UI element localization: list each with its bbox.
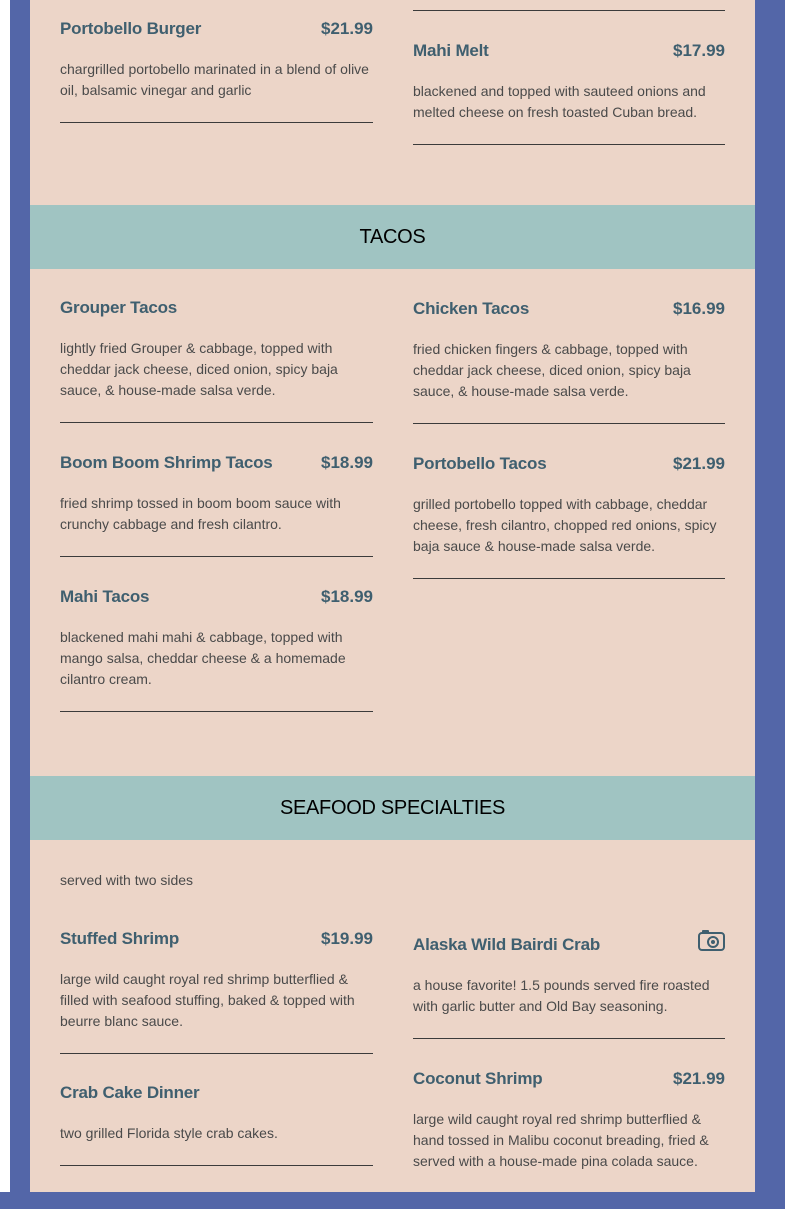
item-description: fried shrimp tossed in boom boom sauce with crunchy cabbage and fresh cilantro. <box>60 495 341 532</box>
menu-item-chicken-tacos[interactable] <box>413 299 725 424</box>
section-title: SEAFOOD SPECIALTIES <box>279 796 506 819</box>
divider <box>413 10 725 11</box>
menu-item-portobello-burger[interactable] <box>60 19 373 123</box>
item-description: chargrilled portobello marinated in a blend of olive oil, balsamic vinegar and garlic <box>60 61 369 98</box>
item-price: $21.99 <box>321 19 373 38</box>
menu-item-mahi-tacos[interactable] <box>60 587 373 712</box>
item-name: Mahi Tacos <box>60 587 150 606</box>
left-edge <box>0 0 10 1192</box>
menu-item-boom-boom-shrimp-tacos[interactable] <box>60 453 373 557</box>
camera-icon[interactable] <box>698 929 725 952</box>
item-name: Chicken Tacos <box>413 299 530 318</box>
item-description: lightly fried Grouper & cabbage, topped with cheddar jack cheese, diced onion, spicy baja sauce, & house-made salsa verde. <box>60 340 338 398</box>
menu-page <box>30 0 755 1192</box>
item-description: blackened mahi mahi & cabbage, topped with mango salsa, cheddar cheese & a homemade cilantro cream. <box>60 629 346 687</box>
menu-item-coconut-shrimp[interactable] <box>413 1069 725 1209</box>
section-title: TACOS <box>359 225 426 248</box>
item-name: Portobello Burger <box>60 19 202 38</box>
item-name: Crab Cake Dinner <box>60 1083 200 1102</box>
item-name: Stuffed Shrimp <box>60 929 180 948</box>
item-price: $21.99 <box>673 1069 725 1088</box>
item-description: fried chicken fingers & cabbage, topped with cheddar jack cheese, diced onion, spicy baja sauce, & house-made salsa verde. <box>413 341 691 399</box>
menu-item-grouper-tacos[interactable] <box>60 298 373 423</box>
item-price: $19.99 <box>321 929 373 948</box>
item-price: $18.99 <box>321 453 373 472</box>
item-price: $16.99 <box>673 299 725 318</box>
item-price: $21.99 <box>673 454 725 473</box>
item-name: Coconut Shrimp <box>413 1069 543 1088</box>
menu-item-crab-cake-dinner[interactable] <box>60 1083 373 1166</box>
item-name: Mahi Melt <box>413 41 489 60</box>
item-description: blackened and topped with sauteed onions and melted cheese on fresh toasted Cuban bread. <box>413 83 706 120</box>
item-name: Grouper Tacos <box>60 298 178 317</box>
item-description: large wild caught royal red shrimp butterflied & hand tossed in Malibu coconut breading, fried & served with a house-made pina colada sauce. <box>413 1111 709 1169</box>
item-description: two grilled Florida style crab cakes. <box>60 1125 278 1141</box>
section-header-seafood-specialties <box>30 776 755 840</box>
item-name: Boom Boom Shrimp Tacos <box>60 453 273 472</box>
item-price: $18.99 <box>321 587 373 606</box>
item-description: large wild caught royal red shrimp butterflied & filled with seafood stuffing, baked & topped with beurre blanc sauce. <box>60 971 355 1029</box>
menu-item-portobello-tacos[interactable] <box>413 454 725 579</box>
section-note: served with two sides <box>60 872 194 888</box>
item-name: Portobello Tacos <box>413 454 547 473</box>
item-description: a house favorite! 1.5 pounds served fire roasted with garlic butter and Old Bay seasoning. <box>413 977 710 1014</box>
item-description: grilled portobello topped with cabbage, cheddar cheese, fresh cilantro, chopped red onions, spicy baja sauce & house-made salsa verde. <box>413 496 717 554</box>
menu-item-stuffed-shrimp[interactable] <box>60 929 373 1054</box>
menu-item-alaska-wild-bairdi-crab[interactable] <box>413 929 725 1039</box>
menu-item-mahi-melt[interactable] <box>413 41 725 145</box>
item-name: Alaska Wild Bairdi Crab <box>413 935 601 954</box>
section-header-tacos <box>30 205 755 269</box>
item-price: $17.99 <box>673 41 725 60</box>
